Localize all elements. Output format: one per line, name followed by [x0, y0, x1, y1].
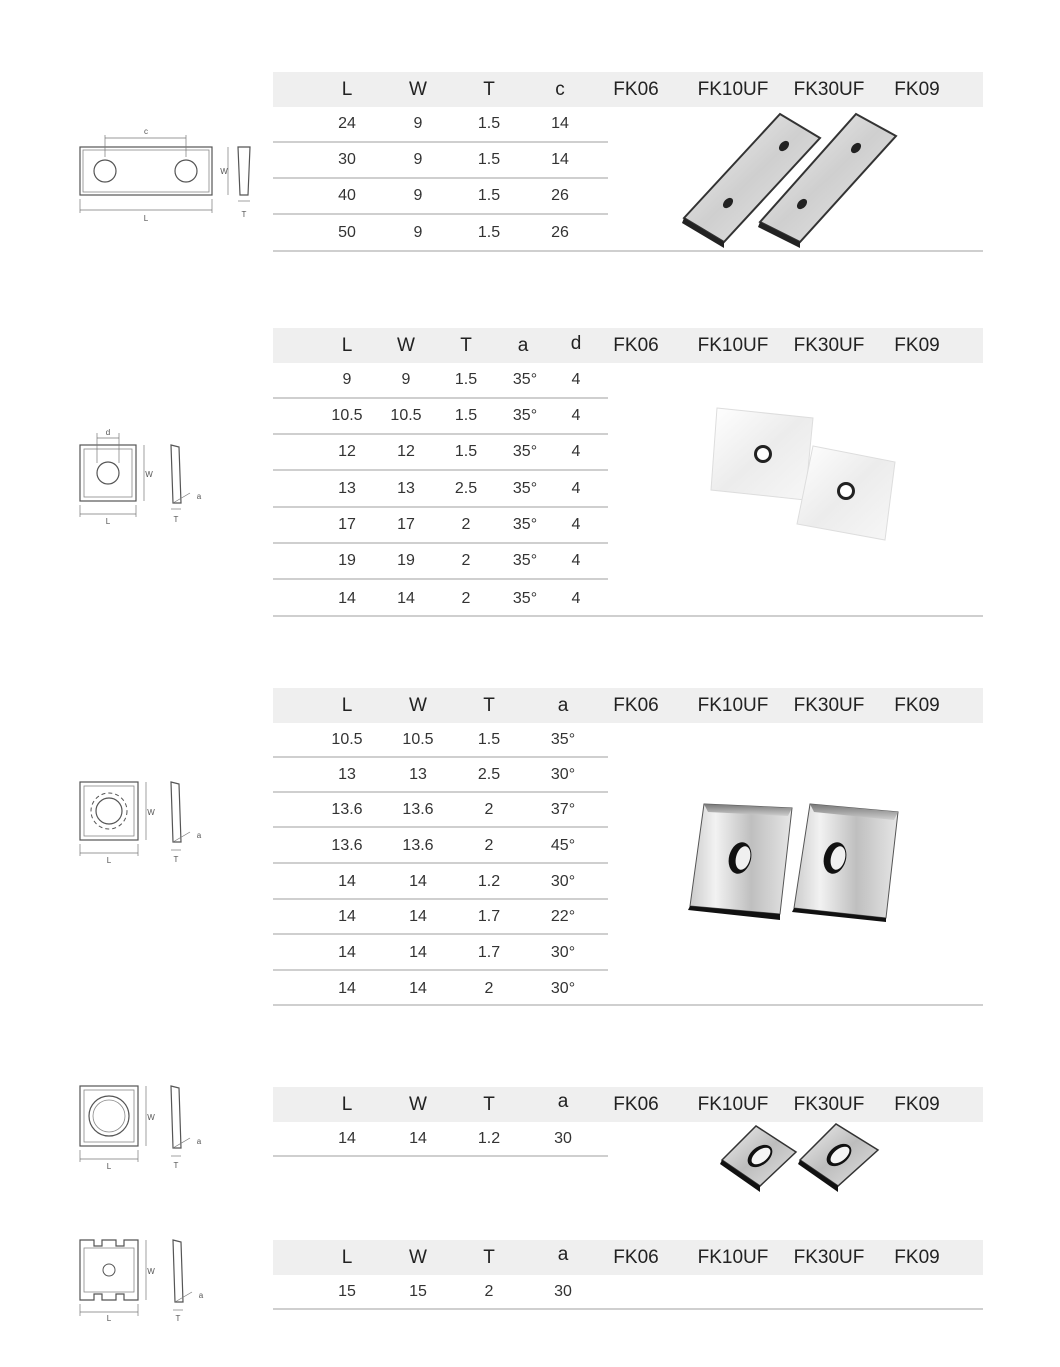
drawing-label-t: T [175, 1314, 181, 1323]
table-row [273, 758, 608, 793]
cell-w: 9 [413, 187, 423, 204]
grade-fk30uf: FK30UF [793, 335, 865, 356]
technical-drawing-square-flat [72, 425, 222, 525]
cell-w: 14 [409, 980, 427, 997]
grade-fk06: FK06 [613, 1094, 659, 1115]
cell-a: 37° [550, 801, 576, 818]
cell-t: 2.5 [454, 480, 478, 497]
cell-w: 9 [401, 371, 411, 388]
section-divider [273, 615, 983, 617]
table-header [273, 328, 983, 363]
drawing-label-c: c [144, 127, 148, 136]
header-a: a [557, 695, 569, 716]
product-photo-square-flat-knives [705, 402, 905, 542]
cell-l: 50 [338, 224, 356, 241]
header-l: L [341, 1094, 353, 1115]
grade-fk09: FK09 [894, 1247, 940, 1268]
section-divider [273, 1308, 983, 1310]
header-d: d [570, 333, 582, 354]
table-row [273, 900, 608, 935]
cell-l: 14 [338, 944, 356, 961]
cell-c: 14 [551, 115, 569, 132]
drawing-label-t: T [173, 1161, 179, 1170]
drawing-label-l: L [106, 1314, 112, 1323]
cell-d: 4 [571, 371, 581, 388]
table-row [273, 1122, 608, 1157]
cell-a: 30° [550, 944, 576, 961]
cell-t: 1.5 [477, 115, 501, 132]
cell-t: 1.5 [477, 151, 501, 168]
cell-c: 14 [551, 151, 569, 168]
cell-w: 17 [397, 516, 415, 533]
cell-d: 4 [571, 443, 581, 460]
cell-w: 13.6 [402, 801, 434, 818]
cell-l: 10.5 [331, 731, 363, 748]
drawing-label-l: L [105, 517, 111, 525]
grade-fk30uf: FK30UF [793, 79, 865, 100]
table-row [273, 399, 608, 435]
cell-w: 13 [409, 766, 427, 783]
cell-t: 2 [484, 1283, 494, 1300]
drawing-label-a: a [196, 492, 202, 501]
grade-fk09: FK09 [894, 695, 940, 716]
product-photo-rectangular-knives [680, 108, 905, 248]
table-row [273, 935, 608, 971]
cell-l: 14 [338, 873, 356, 890]
cell-t: 2 [484, 837, 494, 854]
cell-a: 35° [512, 552, 538, 569]
cell-a: 35° [512, 371, 538, 388]
product-photo-square-countersunk-knives [688, 800, 903, 922]
cell-l: 14 [338, 590, 356, 607]
technical-drawing-square-notched [72, 1232, 222, 1327]
cell-l: 10.5 [331, 407, 363, 424]
table-row [273, 1275, 608, 1308]
cell-t: 2 [461, 590, 471, 607]
cell-a: 35° [512, 480, 538, 497]
table-row [273, 143, 608, 179]
grade-fk06: FK06 [613, 79, 659, 100]
cell-t: 1.2 [477, 873, 501, 890]
table-row [273, 544, 608, 580]
header-l: L [341, 1247, 353, 1268]
table-row [273, 363, 608, 399]
section-divider [273, 250, 983, 252]
grade-fk06: FK06 [613, 335, 659, 356]
header-a: a [557, 1091, 569, 1112]
drawing-label-t: T [173, 855, 179, 864]
cell-t: 1.5 [454, 443, 478, 460]
cell-w: 10.5 [390, 407, 422, 424]
table-row [273, 107, 608, 143]
cell-w: 9 [413, 115, 423, 132]
drawing-label-l: L [106, 1162, 112, 1171]
cell-w: 9 [413, 224, 423, 241]
header-t: T [483, 1094, 495, 1115]
cell-d: 4 [571, 516, 581, 533]
cell-l: 24 [338, 115, 356, 132]
cell-t: 1.2 [477, 1130, 501, 1147]
header-t: T [483, 1247, 495, 1268]
cell-l: 14 [338, 908, 356, 925]
cell-a: 30° [550, 873, 576, 890]
cell-a: 35° [512, 516, 538, 533]
grade-fk06: FK06 [613, 1247, 659, 1268]
cell-w: 14 [409, 873, 427, 890]
drawing-label-t: T [241, 210, 247, 219]
cell-a: 35° [512, 443, 538, 460]
header-t: T [460, 335, 472, 356]
cell-a: 30° [550, 980, 576, 997]
drawing-label-l: L [106, 856, 112, 865]
cell-w: 13.6 [402, 837, 434, 854]
table-header [273, 72, 983, 107]
cell-l: 12 [338, 443, 356, 460]
drawing-label-w: W [147, 1113, 155, 1122]
table-row [273, 508, 608, 544]
table-row [273, 971, 608, 1004]
cell-l: 17 [338, 516, 356, 533]
drawing-label-t: T [173, 515, 179, 524]
table-row [273, 828, 608, 864]
header-w: W [409, 695, 427, 716]
table-header [273, 1087, 983, 1122]
header-w: W [397, 335, 415, 356]
grade-fk10uf: FK10UF [697, 79, 769, 100]
cell-t: 1.5 [477, 224, 501, 241]
header-w: W [409, 1094, 427, 1115]
cell-t: 1.5 [454, 407, 478, 424]
cell-t: 1.7 [477, 944, 501, 961]
cell-a: 30° [550, 766, 576, 783]
cell-d: 4 [571, 407, 581, 424]
drawing-label-d: d [105, 428, 111, 437]
cell-w: 14 [409, 1130, 427, 1147]
header-l: L [341, 695, 353, 716]
cell-a: 22° [550, 908, 576, 925]
cell-l: 13.6 [331, 801, 363, 818]
cell-a: 30 [554, 1283, 572, 1300]
cell-t: 2 [484, 801, 494, 818]
cell-a: 45° [550, 837, 576, 854]
table-row [273, 471, 608, 508]
table-header [273, 1240, 983, 1275]
technical-drawing-square-countersunk [72, 772, 222, 867]
cell-w: 10.5 [402, 731, 434, 748]
rectangular-knife-drawing [70, 125, 255, 225]
table-row [273, 793, 608, 828]
cell-t: 1.7 [477, 908, 501, 925]
header-l: L [341, 335, 353, 356]
drawing-label-w: W [145, 470, 153, 479]
drawing-label-a: a [198, 1291, 204, 1300]
table-row [273, 435, 608, 471]
cell-t: 2 [461, 552, 471, 569]
cell-l: 19 [338, 552, 356, 569]
table-header [273, 688, 983, 723]
header-w: W [409, 1247, 427, 1268]
grade-fk09: FK09 [894, 79, 940, 100]
cell-t: 2.5 [477, 766, 501, 783]
drawing-label-w: W [147, 808, 155, 817]
grade-fk30uf: FK30UF [793, 1247, 865, 1268]
cell-l: 13.6 [331, 837, 363, 854]
drawing-label-a: a [196, 831, 202, 840]
table-row [273, 215, 608, 250]
cell-l: 9 [342, 371, 352, 388]
grade-fk30uf: FK30UF [793, 695, 865, 716]
table-row [273, 179, 608, 215]
cell-c: 26 [551, 224, 569, 241]
cell-t: 1.5 [454, 371, 478, 388]
cell-l: 13 [338, 480, 356, 497]
table-row [273, 580, 608, 615]
header-t: T [483, 79, 495, 100]
cell-w: 14 [397, 590, 415, 607]
drawing-label-l: L [143, 214, 149, 223]
grade-fk10uf: FK10UF [697, 1247, 769, 1268]
cell-w: 15 [409, 1283, 427, 1300]
cell-l: 40 [338, 187, 356, 204]
cell-l: 14 [338, 980, 356, 997]
cell-t: 2 [461, 516, 471, 533]
grade-fk06: FK06 [613, 695, 659, 716]
header-c: c [555, 79, 565, 100]
cell-t: 2 [484, 980, 494, 997]
header-a: a [557, 1244, 569, 1265]
product-photo-square-large-hole-knives [718, 1122, 888, 1196]
cell-c: 26 [551, 187, 569, 204]
grade-fk10uf: FK10UF [697, 1094, 769, 1115]
header-w: W [409, 79, 427, 100]
technical-drawing-square-large-hole [72, 1078, 222, 1173]
header-l: L [341, 79, 353, 100]
section-divider-short [273, 1155, 608, 1157]
grade-fk30uf: FK30UF [793, 1094, 865, 1115]
table-row [273, 723, 608, 758]
header-t: T [483, 695, 495, 716]
cell-l: 15 [338, 1283, 356, 1300]
cell-a: 35° [550, 731, 576, 748]
drawing-label-w: W [220, 167, 228, 176]
cell-w: 13 [397, 480, 415, 497]
cell-a: 35° [512, 590, 538, 607]
table-row [273, 864, 608, 900]
cell-l: 30 [338, 151, 356, 168]
header-a: a [517, 335, 529, 356]
cell-d: 4 [571, 552, 581, 569]
cell-l: 14 [338, 1130, 356, 1147]
cell-t: 1.5 [477, 731, 501, 748]
grade-fk10uf: FK10UF [697, 335, 769, 356]
cell-w: 14 [409, 944, 427, 961]
cell-w: 19 [397, 552, 415, 569]
drawing-label-a: a [196, 1137, 202, 1146]
cell-w: 14 [409, 908, 427, 925]
grade-fk10uf: FK10UF [697, 695, 769, 716]
cell-a: 35° [512, 407, 538, 424]
grade-fk09: FK09 [894, 1094, 940, 1115]
technical-drawing-rectangular [70, 125, 255, 225]
cell-t: 1.5 [477, 187, 501, 204]
grade-fk09: FK09 [894, 335, 940, 356]
section-divider [273, 1004, 983, 1006]
cell-w: 9 [413, 151, 423, 168]
cell-d: 4 [571, 480, 581, 497]
cell-a: 30 [554, 1130, 572, 1147]
drawing-label-w: W [147, 1267, 155, 1276]
cell-l: 13 [338, 766, 356, 783]
cell-d: 4 [571, 590, 581, 607]
cell-w: 12 [397, 443, 415, 460]
